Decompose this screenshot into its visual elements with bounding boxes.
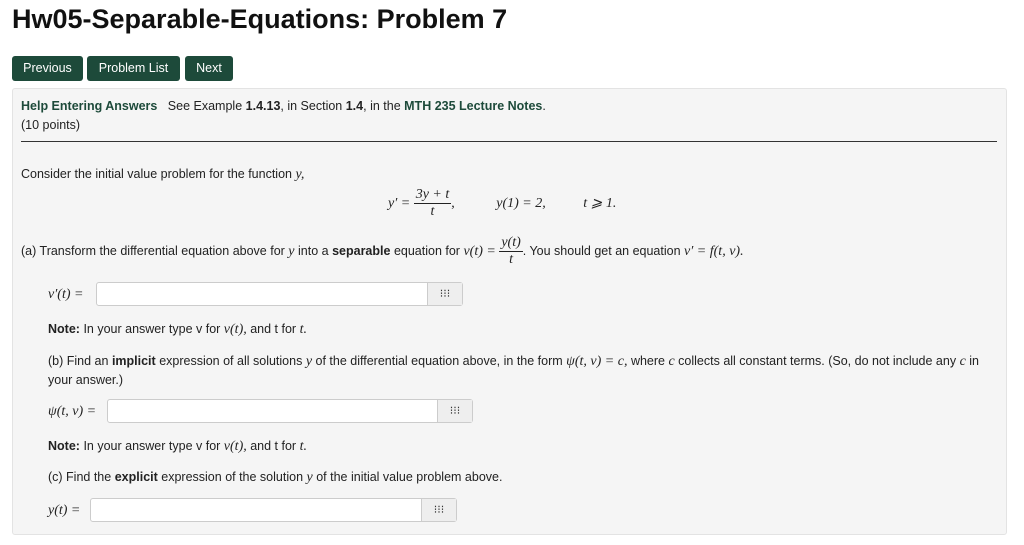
text: In your answer type v for — [83, 322, 221, 336]
math: v(t), — [223, 322, 247, 337]
math: v′ = f(t, v). — [684, 243, 744, 259]
math: y — [306, 470, 313, 485]
lecture-notes-link[interactable]: MTH 235 Lecture Notes — [404, 99, 543, 113]
part-b-text — [48, 352, 993, 389]
text: Note: — [48, 322, 80, 336]
text: collects all constant terms. (So, do not include any — [678, 354, 957, 368]
math: c — [668, 354, 675, 369]
keyboard-icon[interactable]: ⁝⁝⁝ — [437, 400, 472, 422]
text: , in the — [363, 99, 401, 113]
example-ref: 1.4.13 — [245, 99, 281, 113]
answer-c-label: y(t) = — [48, 503, 81, 518]
denominator: t — [509, 252, 513, 267]
intro — [21, 167, 304, 183]
text: of the initial value problem above. — [316, 470, 503, 484]
math: y — [305, 354, 313, 369]
keyboard-icon[interactable]: ⁝⁝⁝ — [427, 283, 462, 305]
problem-list-button[interactable]: Problem List — [87, 56, 180, 81]
denominator: t — [430, 204, 435, 219]
help-link[interactable]: Help Entering Answers — [21, 99, 158, 113]
text: . — [542, 99, 546, 113]
text: , in Section — [280, 99, 343, 113]
math: t. — [299, 322, 307, 337]
answer-a-field[interactable] — [96, 282, 463, 306]
text: in your answer.) — [48, 354, 980, 387]
problem-panel — [12, 88, 1007, 535]
text: (c) Find the — [48, 470, 112, 484]
previous-button[interactable]: Previous — [12, 56, 83, 81]
math: c — [959, 354, 966, 369]
text: of the differential equation above, in the form — [315, 354, 563, 368]
numerator: y(t) — [501, 235, 521, 250]
text: (a) Transform the differential equation above for — [21, 243, 285, 258]
answer-a-input[interactable] — [97, 283, 426, 307]
text: into a — [298, 243, 329, 258]
domain: t ⩾ 1. — [583, 195, 617, 211]
points: (10 points) — [21, 118, 81, 132]
text: equation for — [393, 243, 460, 258]
answer-b-input[interactable] — [108, 400, 436, 424]
text: explicit — [114, 470, 158, 484]
text: and t for — [250, 322, 297, 336]
math: t. — [299, 439, 307, 454]
keyboard-icon[interactable]: ⁝⁝⁝ — [421, 499, 456, 521]
fraction — [414, 187, 452, 220]
page-title: Hw05-Separable-Equations: Problem 7 — [12, 4, 508, 34]
numerator: 3y + t — [415, 187, 450, 202]
section-ref: 1.4 — [345, 99, 364, 113]
next-button[interactable]: Next — [185, 56, 233, 81]
text: expression of all solutions — [159, 354, 303, 368]
text: separable — [332, 243, 391, 258]
math: y′ = — [388, 195, 411, 211]
text: Consider the initial value problem for the function — [21, 167, 292, 181]
divider — [21, 141, 997, 142]
answer-b-label: ψ(t, v) = — [48, 404, 97, 419]
text: implicit — [111, 354, 156, 368]
math: v(t) = — [463, 243, 496, 259]
text: where — [630, 354, 665, 368]
part-c-text — [48, 470, 502, 486]
text: In your answer type v for — [83, 439, 221, 453]
text: expression of the solution — [161, 470, 304, 484]
header-line — [21, 99, 546, 113]
note-a — [48, 322, 307, 338]
text: (b) Find an — [48, 354, 109, 368]
math: v(t), — [223, 439, 247, 454]
ode-equation — [388, 187, 616, 220]
math: ψ(t, v) = c, — [566, 354, 628, 369]
text: . You should get an equation — [522, 243, 681, 258]
math: , — [451, 195, 455, 211]
text: Note: — [48, 439, 80, 453]
answer-a-label: v′(t) = — [48, 287, 84, 302]
answer-c-input[interactable] — [91, 499, 420, 523]
text: See Example — [167, 99, 243, 113]
part-a-text — [21, 235, 744, 268]
fraction — [499, 235, 522, 268]
initial-condition: y(1) = 2, — [496, 195, 546, 211]
note-b — [48, 439, 307, 455]
math: y — [288, 243, 295, 259]
math: y, — [295, 167, 305, 182]
answer-b-field[interactable] — [107, 399, 473, 423]
answer-c-field[interactable] — [90, 498, 457, 522]
text: and t for — [250, 439, 297, 453]
